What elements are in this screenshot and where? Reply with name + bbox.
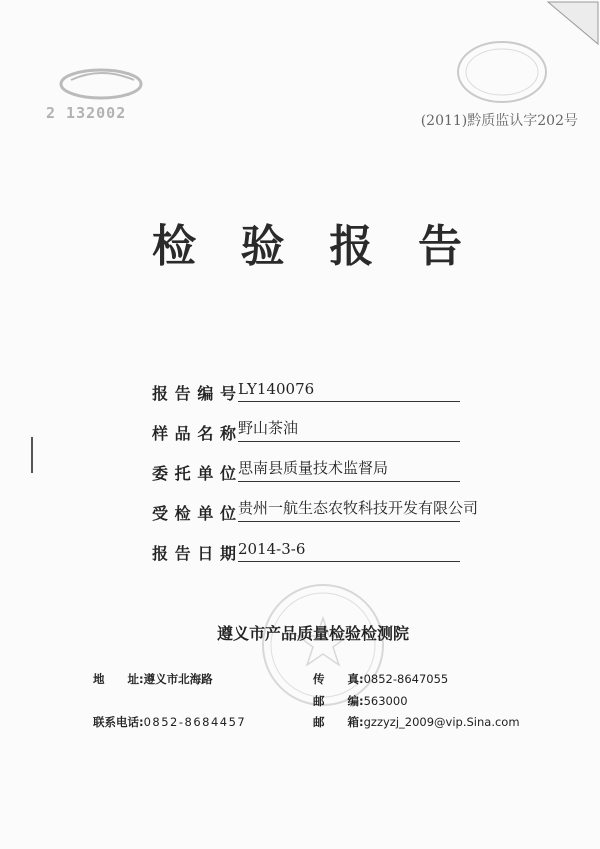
- label-char: 检: [174, 504, 191, 523]
- field-underline: [238, 481, 460, 482]
- institute-name: 遵义市产品质量检验检测院: [216, 624, 409, 643]
- field-report-date: [152, 524, 472, 564]
- address-line: [93, 671, 213, 687]
- phone-value: 0852-8684457: [143, 715, 247, 729]
- label-char: 告: [174, 384, 191, 403]
- address-label: 地 址:: [93, 672, 144, 686]
- label-char: 报: [152, 544, 169, 563]
- label-char: 位: [219, 464, 236, 483]
- phone-label: 联系电话:: [93, 715, 144, 729]
- field-label: [152, 461, 236, 484]
- phone-line: [93, 714, 246, 730]
- field-label: [152, 541, 236, 564]
- field-underline: [238, 561, 460, 562]
- label-char: 单: [197, 464, 214, 483]
- client-value: 思南县质量技术监督局: [238, 459, 389, 477]
- label-char: 位: [219, 504, 236, 523]
- inspected-unit-value: 贵州一航生态农牧科技开发有限公司: [238, 499, 479, 517]
- email-value: gzzyzj_2009@vip.Sina.com: [363, 715, 520, 729]
- label-char: 期: [219, 544, 236, 563]
- postcode-line: [313, 693, 408, 709]
- label-char: 称: [219, 424, 236, 443]
- field-underline: [238, 521, 460, 522]
- email-label: 邮 箱:: [313, 715, 364, 729]
- fax-label: 传 真:: [313, 672, 364, 686]
- certification-number: (2011)黔质监认字202号: [420, 113, 578, 129]
- field-inspected-unit: [152, 484, 479, 524]
- label-char: 日: [197, 544, 214, 563]
- report-date-value: 2014-3-6: [238, 540, 306, 558]
- label-char: 告: [174, 544, 191, 563]
- label-char: 委: [152, 464, 169, 483]
- title-char: 告: [417, 221, 462, 272]
- field-client: [152, 444, 472, 484]
- label-char: 报: [152, 384, 169, 403]
- official-seal-stamp: [258, 580, 388, 710]
- cma-logo-stamp: [46, 62, 176, 132]
- label-char: 名: [197, 424, 214, 443]
- cma-logo-icon: [46, 62, 176, 106]
- field-sample-name: [152, 404, 472, 444]
- label-char: 单: [197, 504, 214, 523]
- report-number-value: LY140076: [238, 380, 315, 398]
- report-title: [152, 210, 462, 274]
- title-char: 验: [240, 221, 285, 272]
- label-char: 托: [174, 464, 191, 483]
- scan-edge-mark: [31, 437, 33, 473]
- label-char: 编: [197, 384, 214, 403]
- certification-stamp: [420, 30, 578, 140]
- label-char: 受: [152, 504, 169, 523]
- cma-logo-number: 2 132002: [46, 104, 127, 122]
- title-char: 检: [152, 221, 196, 272]
- field-underline: [238, 441, 460, 442]
- label-char: 样: [152, 424, 169, 443]
- postcode-label: 邮 编:: [313, 694, 364, 708]
- email-line: [313, 714, 520, 730]
- label-char: 号: [219, 384, 236, 403]
- fax-value: 0852-8647055: [363, 672, 449, 686]
- sample-name-value: 野山茶油: [238, 419, 299, 437]
- field-underline: [238, 401, 460, 402]
- fax-line: [313, 671, 448, 687]
- field-report-number: [152, 364, 472, 404]
- address-value: 遵义市北海路: [143, 672, 213, 686]
- postcode-value: 563000: [363, 694, 408, 708]
- label-char: 品: [174, 424, 191, 443]
- field-label: [152, 501, 236, 524]
- field-label: [152, 421, 236, 444]
- title-char: 报: [329, 221, 374, 272]
- field-label: [152, 381, 236, 404]
- report-fields: [152, 364, 479, 564]
- seal-outline-icon: [440, 30, 560, 110]
